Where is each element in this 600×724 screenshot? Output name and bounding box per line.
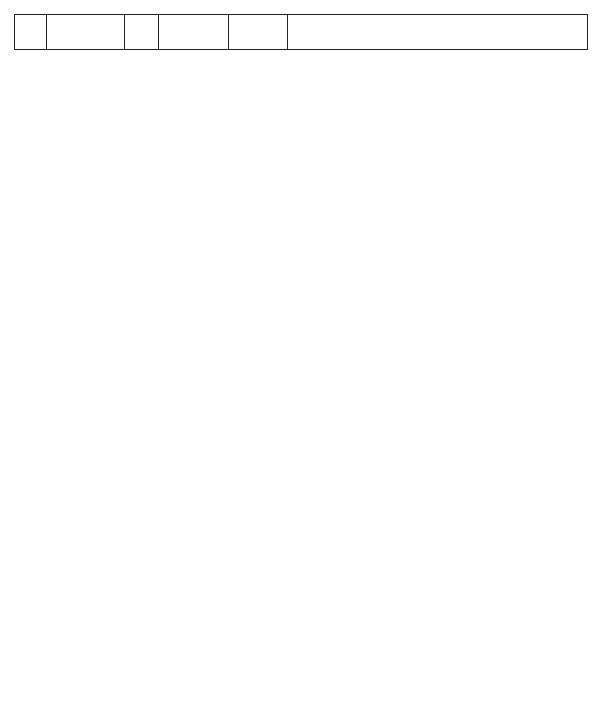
header-plan	[125, 15, 159, 50]
header-seq	[15, 15, 47, 50]
header-row	[15, 15, 588, 50]
header-plan-count	[288, 15, 588, 50]
enrollment-plan-table	[14, 14, 588, 50]
header-county	[229, 15, 288, 50]
header-school	[47, 15, 125, 50]
header-province-city	[159, 15, 229, 50]
